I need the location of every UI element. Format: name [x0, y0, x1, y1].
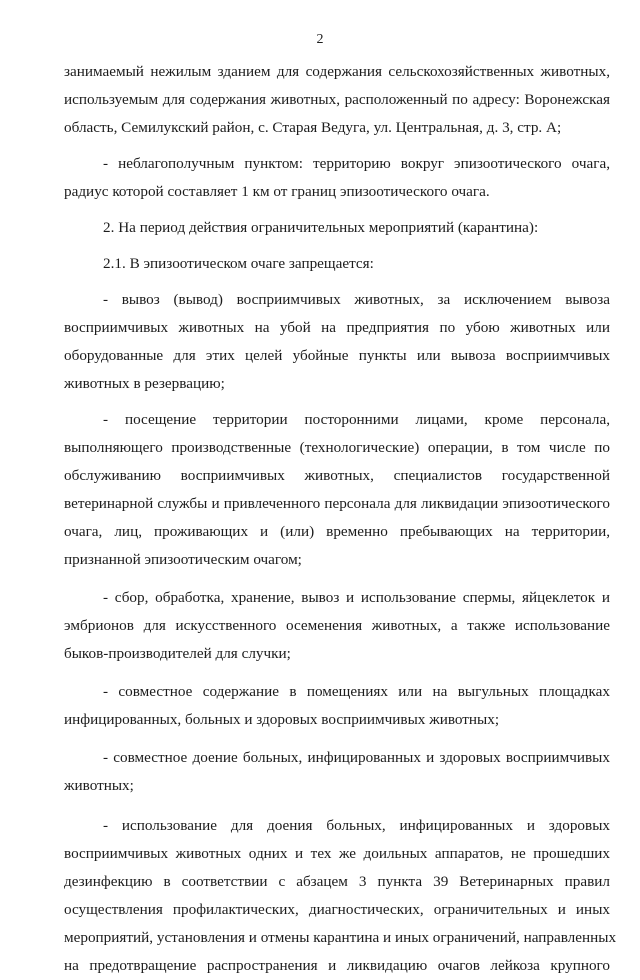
text-line: быков-производителей для случки;	[64, 645, 291, 662]
text-line: - совместное доение больных, инфицированных и здоровых восприимчивых	[103, 749, 610, 766]
text-line: мероприятий, установления и отмены карантина и иных ограничений, направленных	[64, 929, 617, 946]
text-line: животных в резервацию;	[64, 375, 225, 392]
text-line: область, Семилукский район, с. Старая Ведуга, ул. Центральная, д. 3, стр. А;	[64, 119, 562, 136]
text-line: инфицированных, больных и здоровых восприимчивых животных;	[64, 711, 500, 728]
text-line: - посещение территории посторонними лицами, кроме персонала,	[103, 411, 610, 428]
text-line: на предотвращение распространения и ликвидацию очагов лейкоза крупного	[64, 957, 610, 974]
document-body	[64, 58, 617, 980]
text-line: дезинфекцию в соответствии с абзацем 3 пункта 39 Ветеринарных правил	[64, 873, 610, 890]
text-line: животных;	[64, 777, 134, 794]
text-line: занимаемый нежилым зданием для содержания сельскохозяйственных животных,	[64, 63, 610, 80]
text-line: используемым для содержания животных, расположенный по адресу: Воронежская	[64, 91, 610, 108]
text-line: выполняющего производственные (технологические) операции, в том числе по	[64, 439, 610, 456]
page-number: 2	[316, 32, 324, 47]
text-line: - совместное содержание в помещениях или на выгульных площадках	[103, 683, 610, 700]
text-line: признанной эпизоотическим очагом;	[64, 551, 302, 568]
text-line: восприимчивых животных одних и тех же доильных аппаратов, не прошедших	[64, 845, 610, 862]
text-line: обслуживанию восприимчивых животных, специалистов государственной	[64, 467, 610, 484]
text-line: - сбор, обработка, хранение, вывоз и использование спермы, яйцеклеток и	[103, 589, 610, 606]
text-line: - использование для доения больных, инфицированных и здоровых	[103, 817, 610, 834]
text-line: оборудованные для этих целей убойные пункты или вывоза восприимчивых	[64, 347, 610, 364]
subsection-heading: 2.1. В эпизоотическом очаге запрещается:	[103, 255, 374, 272]
text-line: осуществления профилактических, диагностических, ограничительных и иных	[64, 901, 610, 918]
text-line: очага, лиц, проживающих и (или) временно пребывающих на территории,	[64, 523, 610, 540]
text-line: эмбрионов для искусственного осеменения животных, а также использование	[64, 617, 610, 634]
text-line: - неблагополучным пунктом: территорию вокруг эпизоотического очага,	[103, 155, 610, 172]
text-line: ветеринарной службы и привлеченного персонала для ликвидации эпизоотического	[64, 495, 610, 512]
text-line: - вывоз (вывод) восприимчивых животных, за исключением вывоза	[103, 291, 610, 308]
text-line: радиус которой составляет 1 км от границ эпизоотического очага.	[64, 183, 490, 200]
section-heading: 2. На период действия ограничительных мероприятий (карантина):	[103, 219, 539, 236]
text-line: восприимчивых животных на убой на предприятия по убою животных или	[64, 319, 610, 336]
